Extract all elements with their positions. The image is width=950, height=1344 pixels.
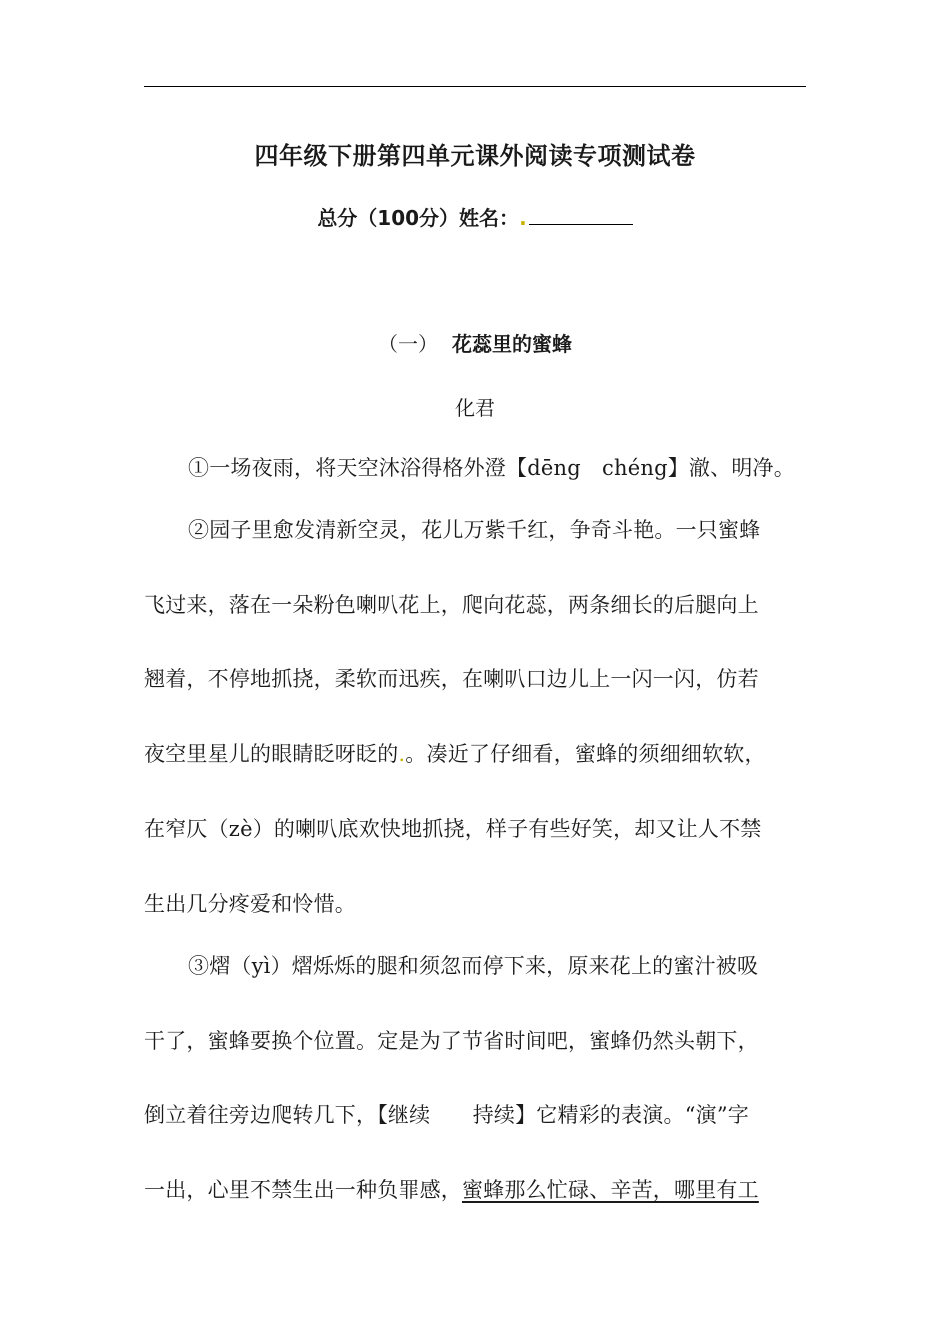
section-heading: [0, 328, 950, 357]
paragraph-2-line-4-dot: .: [398, 742, 406, 766]
page-title: 四年级下册第四单元课外阅读专项测试卷: [254, 142, 696, 170]
paragraph-2-line-4-part-b: 。凑近了仔细看，蜜蜂的须细细软软，: [405, 742, 766, 766]
paragraph-3-line-3: 倒立着往旁边爬转几下，【继续 持续】它精彩的表演。“演”字: [144, 1103, 749, 1127]
score-name-line: [0, 202, 950, 231]
paragraph-2-line-4: [144, 739, 806, 769]
paragraph-2-line-1: ②园子里愈发清新空灵，花儿万紫千红，争奇斗艳。一只蜜蜂: [188, 518, 761, 542]
paragraph-3-line-2: 干了，蜜蜂要换个位置。定是为了节省时间吧，蜜蜂仍然头朝下，: [144, 1029, 759, 1053]
underlined-sentence: 蜜蜂那么忙碌、辛苦，哪里有工: [462, 1178, 759, 1202]
paragraph-2-line-2: 飞过来，落在一朵粉色喇叭花上，爬向花蕊，两条细长的后腿向上: [144, 593, 759, 617]
section-number: （一）: [378, 332, 438, 356]
paragraph-2-line-3: 翘着，不停地抓挠，柔软而迅疾，在喇叭口边儿上一闪一闪，仿若: [144, 667, 759, 691]
header-rule: [144, 86, 806, 87]
paragraph-2-line-4-part-a: 夜空里星儿的眼睛眨呀眨的: [144, 742, 399, 766]
section-name: 花蕊里的蜜蜂: [452, 332, 572, 356]
paragraph-1-line-1: ①一场夜雨，将天空沐浴得格外澄【dēng chéng】澈、明净。: [188, 456, 795, 480]
paragraph-3-line-1: ③熠（yì）熠烁烁的腿和须忽而停下来，原来花上的蜜汁被吸: [188, 954, 759, 978]
score-dot: .: [519, 206, 527, 230]
paragraph-2-line-6: 生出几分疼爱和怜惜。: [144, 892, 356, 916]
paragraph-3-line-4-part-a: 一出，心里不禁生出一种负罪感，: [144, 1178, 462, 1202]
score-label: 总分（100分）姓名：: [317, 206, 520, 230]
paragraph-2-line-5: 在窄仄（zè）的喇叭底欢快地抓挠，样子有些好笑，却又让人不禁: [144, 817, 762, 841]
paragraph-3-line-4: [144, 1175, 806, 1205]
author: 化君: [455, 396, 495, 420]
name-blank: [529, 206, 633, 225]
